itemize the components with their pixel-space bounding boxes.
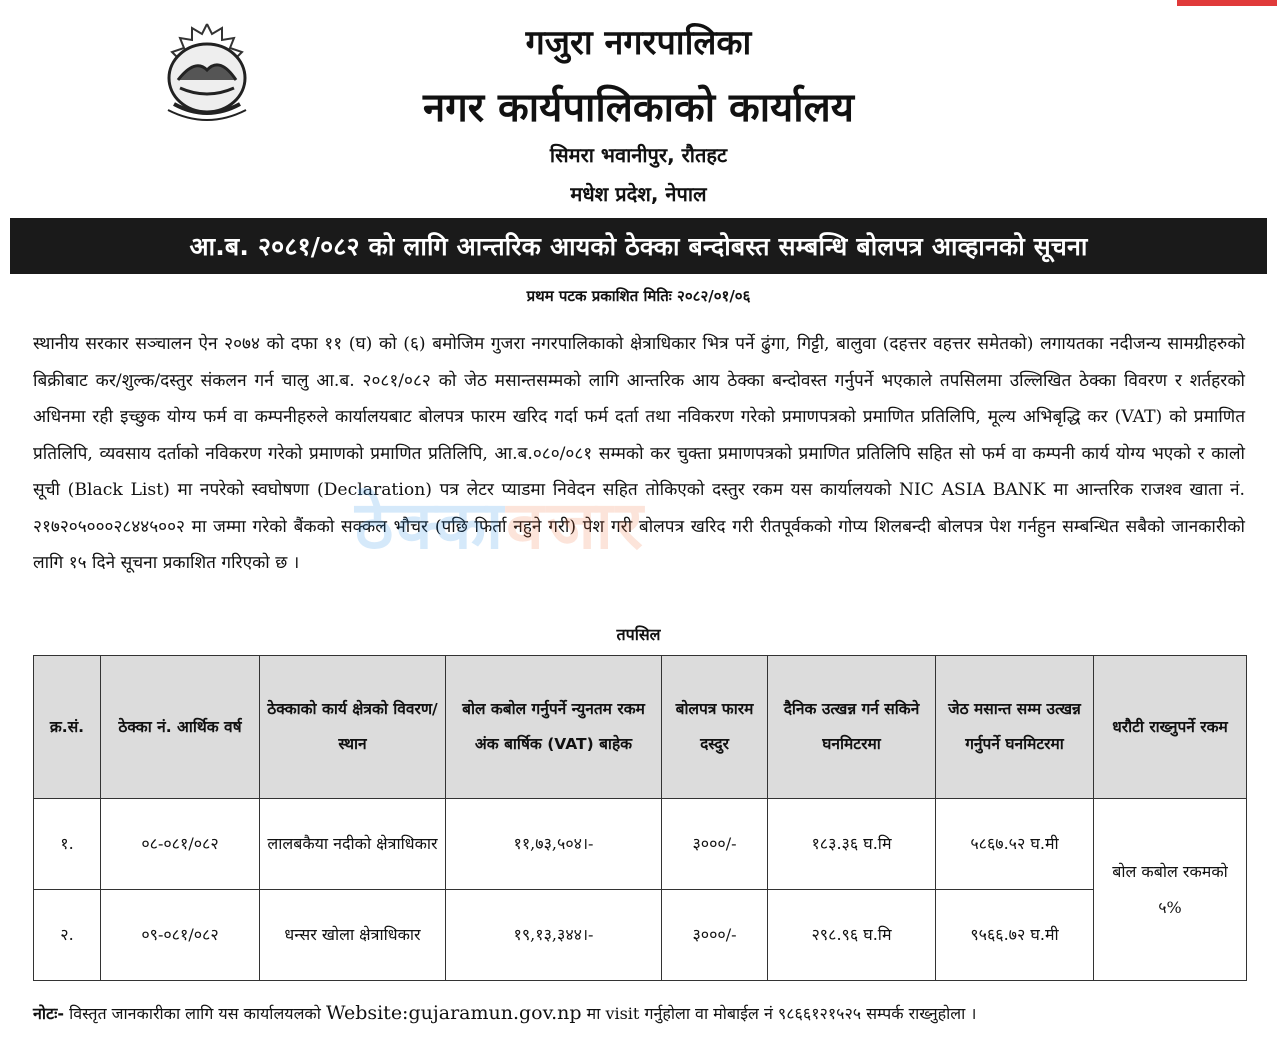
header-total-extraction: जेठ मसान्त सम्म उत्खन्न गर्नुपर्ने घनमिटरमा <box>936 656 1094 799</box>
cell-min-amount: ११,७३,५०४।- <box>446 799 662 890</box>
footnote <box>33 1002 1263 1024</box>
cell-daily-extraction: १८३.३६ घ.मि <box>768 799 936 890</box>
cell-min-amount: १९,१३,३४४।- <box>446 890 662 981</box>
address-line-1: सिमरा भवानीपुर, रौतहट <box>549 143 728 167</box>
footnote-text-before: विस्तृत जानकारीका लागि यस कार्यालयलको <box>69 1004 321 1023</box>
letterhead <box>0 0 1277 218</box>
cell-contract-no: ०९-०८१/०८२ <box>101 890 260 981</box>
cell-form-fee: ३०००/- <box>662 890 768 981</box>
website-link[interactable]: Website:gujaramun.gov.np <box>325 1002 582 1024</box>
cell-area: धन्सर खोला क्षेत्राधिकार <box>260 890 446 981</box>
footnote-text-after: मा visit गर्नुहोला वा मोबाईल नं ९८६६१२१५२५ सम्पर्क राख्नुहोला । <box>586 1004 977 1023</box>
header-min-amount: बोल कबोल गर्नुपर्ने न्युनतम रकम अंक बार्षिक (VAT) बाहेक <box>446 656 662 799</box>
table-row <box>34 799 1247 890</box>
contract-table <box>33 655 1247 981</box>
office-name: नगर कार्यपालिकाको कार्यालय <box>423 85 854 131</box>
header-deposit: धरौटी राख्नुपर्ने रकम <box>1094 656 1247 799</box>
cell-serial: २. <box>34 890 101 981</box>
header-daily-extraction: दैनिक उत्खन्न गर्न सकिने घनमिटरमा <box>768 656 936 799</box>
table-header-row <box>34 656 1247 799</box>
cell-daily-extraction: २९८.९६ घ.मि <box>768 890 936 981</box>
header-area: ठेक्काको कार्य क्षेत्रको विवरण/स्थान <box>260 656 446 799</box>
notice-body: स्थानीय सरकार सञ्चालन ऐन २०७४ को दफा ११ (घ) को (६) बमोजिम गुजरा नगरपालिकाको क्षेत्राधिकार भित्र पर्ने ढुंगा, गिट्टी, बालुवा (दहत्तर वहत्तर समेतको) लगायतका नदीजन्य सामग्रीहरुको बिक्रीबाट कर/शुल्क/दस्तुर संकलन गर्न चालु आ.ब. २०८१/०८२ को जेठ मसान्तसम्मको लागि आन्तरिक आय ठेक्का बन्दोवस्त गर्नुपर्ने भएकाले तपसिलमा उल्लिखित ठेक्का विवरण र शर्तहरको अधिनमा रही इच्छुक योग्य फर्म वा कम्पनीहरुले कार्यालयबाट बोलपत्र फारम खरिद गर्दा फर्म दर्ता तथा नविकरण गरेको प्रमाणपत्रको प्रमाणित प्रतिलिपि, मूल्य अभिबृद्धि कर (VAT) को प्रमाणित प्रतिलिपि, व्यवसाय दर्ताको नविकरण गरेको प्रमाणको प्रमाणित प्रतिलिपि, आ.ब.०८०/०८१ सम्मको कर चुक्ता प्रमाणपत्रको प्रमाणित प्रतिलिपि सहित सो फर्म वा कम्पनी कार्य योग्य भएको र कालो सूची (Black List) मा नपरेको स्वघोषणा (Declaration) पत्र लेटर प्याडमा निवेदन सहित तोकिएको दस्तुर रकम यस कार्यालयको NIC ASIA BANK मा आन्तरिक राजश्व खाता नं. २१७२०५०००२८४४५००२ मा जम्मा गरेको बैंकको सक्कल भौचर (पछि फिर्ता नहुने गरी) पेश गरी बोलपत्र खरिद गरी रीतपूर्वकको गोप्य शिलबन्दी बोलपत्र पेश गर्नहुन सम्बन्धित सबैको जानकारीको लागि १५ दिने सूचना प्रकाशित गरिएको छ । <box>33 334 1245 573</box>
cell-serial: १. <box>34 799 101 890</box>
header-contract-no: ठेक्का नं. आर्थिक वर्ष <box>101 656 260 799</box>
cell-total-extraction: ९५६६.७२ घ.मी <box>936 890 1094 981</box>
cell-contract-no: ०८-०८१/०८२ <box>101 799 260 890</box>
watermark-part-1: ठेक्का <box>355 487 507 564</box>
table-row <box>34 890 1247 981</box>
table-title: तपसिल <box>616 625 661 644</box>
cell-deposit: बोल कबोल रकमको ५% <box>1094 799 1247 981</box>
header-serial: क्र.सं. <box>34 656 101 799</box>
footnote-label: नोटः- <box>33 1004 64 1023</box>
address-line-2: मधेश प्रदेश, नेपाल <box>570 182 707 206</box>
cell-area: लालबकैया नदीको क्षेत्राधिकार <box>260 799 446 890</box>
cell-total-extraction: ५८६७.५२ घ.मी <box>936 799 1094 890</box>
cell-form-fee: ३०००/- <box>662 799 768 890</box>
notice-title: आ.ब. २०८१/०८२ को लागि आन्तरिक आयको ठेक्का बन्दोबस्त सम्बन्धि बोलपत्र आव्हानको सूचना <box>10 218 1267 274</box>
header-form-fee: बोलपत्र फारम दस्दुर <box>662 656 768 799</box>
publish-date: प्रथम पटक प्रकाशित मितिः २०८२/०१/०६ <box>526 287 751 305</box>
municipality-name: गजुरा नगरपालिका <box>525 23 752 63</box>
watermark-part-2: बजार <box>506 487 646 564</box>
